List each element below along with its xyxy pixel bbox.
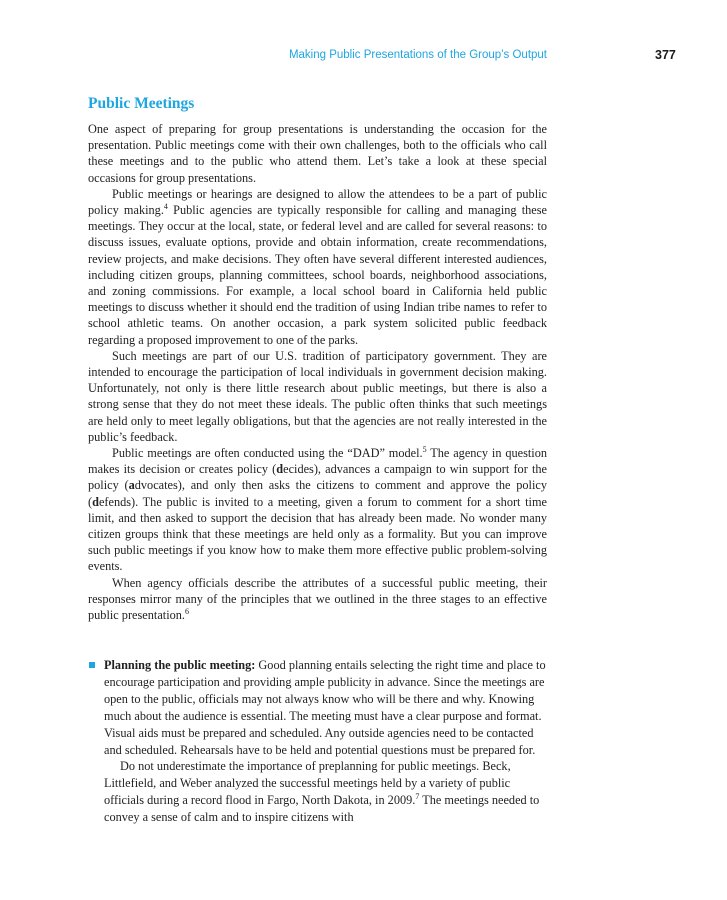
paragraph-5: [88, 575, 547, 624]
paragraph-5-text: When agency officials describe the attributes of a successful public meeting, their responses mirror many of the principles that we outlined in the three stages to an effective public presentation.: [88, 575, 547, 623]
paragraph-4-text-a: Public meetings are often conducted using the “DAD” model.: [112, 446, 423, 461]
paragraph-1: One aspect of preparing for group presentations is understanding the occasion for the presentation. Public meetings come with their own challenges, both to the officials who call these meetings and to the public who attend them. Let’s take a look at these special occasions for group presentations.: [88, 122, 547, 185]
bullet-follow-text-a: Do not underestimate the importance of preplanning for public meetings. Beck, Littlefield, and Weber analyzed the successful meetings held by a variety of public officials during a record flood in Fargo, North Dakota, in 2009.: [104, 759, 511, 808]
page-number: 377: [655, 48, 676, 62]
footnote-ref-5: 5: [422, 444, 427, 454]
bullet-list: [86, 657, 547, 826]
dad-letter-a: a: [128, 478, 135, 493]
bullet-follow-paragraph: [104, 758, 547, 826]
body-text: [88, 121, 547, 623]
footnote-ref-6: 6: [184, 607, 189, 616]
bullet-follow-text-b: The meetings needed to convey a sense of calm and to inspire citizens with: [104, 793, 540, 825]
bullet-lead-in: Planning the public meeting:: [104, 658, 256, 672]
paragraph-3: Such meetings are part of our U.S. tradition of participatory government. They are intended to encourage the participation of local individuals in government decision making. Unfortunately, not only is there little research about public meetings, but there is also a strong sense that they do not meet these ideals. The public often thinks that such meetings are held only to meet legally obligations, but that the agencies are not really interested in the public’s feedback.: [88, 348, 547, 444]
running-head: [0, 49, 727, 65]
bullet-text: Good planning entails selecting the right time and place to encourage participation and providing ample publicity in advance. Since the meetings are open to the public, officials may not always know who will be there and why. Knowing much about the audience is essential. The meeting must have a clear purpose and format. Visual aids must be prepared and scheduled. Any outside agencies need to be contacted and scheduled. Rehearsals have to be held and potential questions must be prepared for.: [104, 658, 546, 757]
paragraph-2-text-b: Public agencies are typically responsible for calling and managing these meetings. They occur at the local, state, or federal level and are called for several reasons: to discuss issues, evaluate options, provide and obtain information, create recommendations, review projects, and make decisions. They often have several different interested audiences, including citizen groups, planning committees, school boards, neighborhood associations, and zoning commissions. For example, a local school board in California held public meetings to discuss whether it should end the tradition of using Indian tribe names to refer to school athletic teams. On another occasion, a park system solicited public feedback regarding a proposed improvement to one of the parks.: [88, 203, 548, 347]
footnote-ref-4: 4: [163, 201, 168, 211]
dad-letter-d1: d: [276, 462, 284, 477]
paragraph-4-text-c: ecides), advances a campaign to win support for the policy (: [88, 462, 547, 493]
bullet-item-planning: [86, 657, 547, 826]
paragraph-2-text-a: Public meetings or hearings are designed to allow the attendees to be a part of public policy making.: [88, 186, 547, 218]
paragraph-2: [88, 186, 547, 348]
paragraph-4-text-e: efends). The public is invited to a meeting, given a forum to comment for a short time limit, and then asked to support the decision that has already been made. No wonder many citizen groups think that these meetings are held only as a formality. But you can improve such public meetings if you know how to make them more effective public problem-solving events.: [88, 494, 547, 574]
dad-letter-d2: d: [92, 494, 99, 509]
running-title: Making Public Presentations of the Group’s Output: [288, 49, 547, 61]
paragraph-4: [88, 445, 547, 575]
section-heading: Public Meetings: [88, 95, 195, 112]
square-bullet-icon: [89, 662, 95, 668]
paragraph-4-text-d: dvocates), and only then asks the citizens to comment and approve the policy (: [88, 478, 547, 509]
paragraph-4-text-b: The agency in question makes its decision or creates policy (: [88, 446, 548, 477]
footnote-ref-7: 7: [415, 792, 420, 802]
bullet-paragraph: [104, 657, 547, 758]
